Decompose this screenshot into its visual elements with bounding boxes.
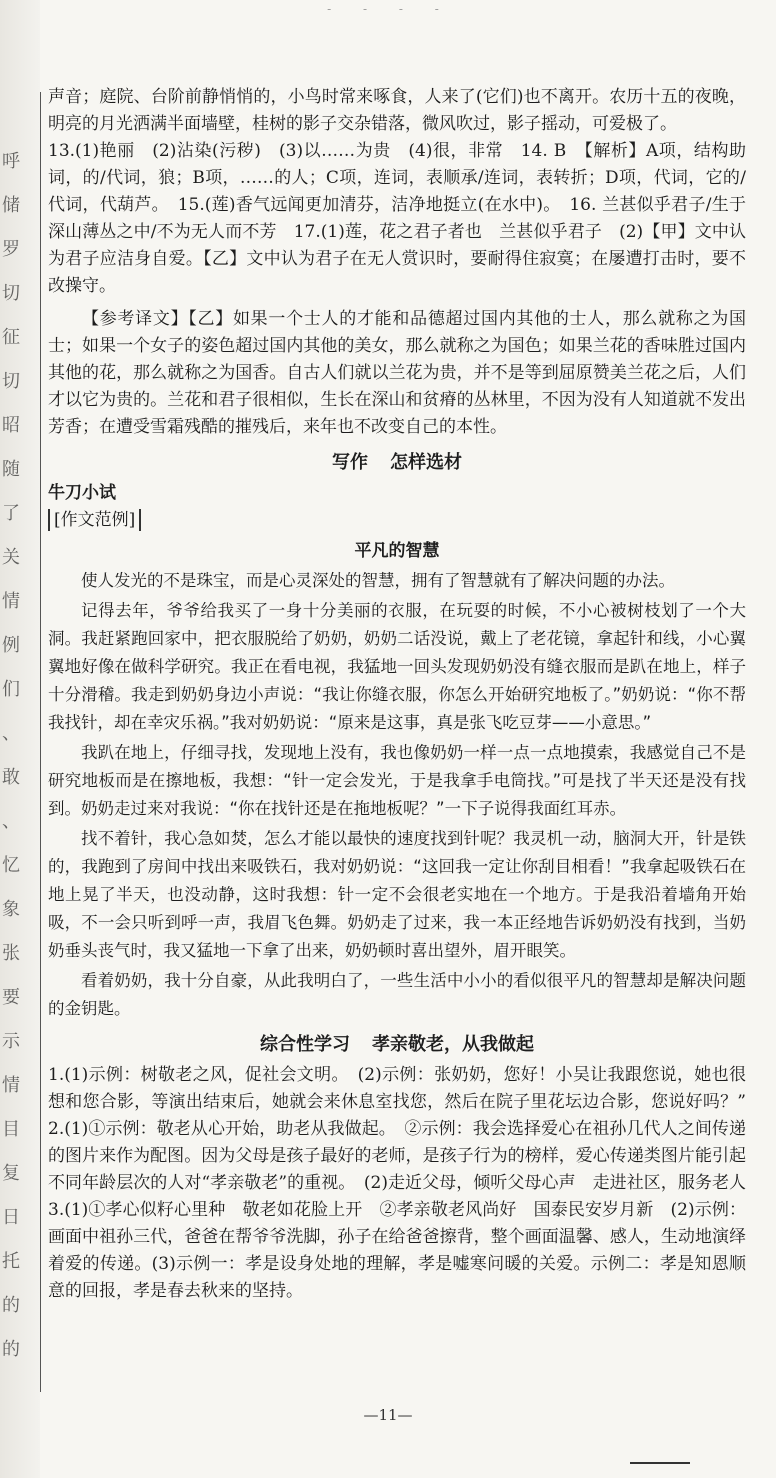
- essay-example-label: [作文范例]: [48, 507, 746, 534]
- margin-fragment-char: 罗: [2, 239, 20, 260]
- essay-paragraph: 我趴在地上，仔细寻找，发现地上没有，我也像奶奶一样一点一点地摸索，我感觉自己不是研究地板而是在擦地板，我想：“针一定会发光，于是我拿手电筒找。”可是找了半天还是没有找到。奶奶走过来对我说：“你在找针还是在拖地板呢？”一下子说得我面红耳赤。: [48, 743, 746, 818]
- margin-fragment-char: 随: [2, 459, 20, 480]
- margin-fragment-column: [2, 140, 20, 1372]
- margin-fragment-char: 敢: [2, 767, 20, 788]
- essay-paragraph: 看着奶奶，我十分自豪，从此我明白了，一些生活中小小的看似很平凡的智慧却是解决问题的金钥匙。: [48, 971, 746, 1018]
- margin-fragment-char: 关: [2, 547, 20, 568]
- writing-subhead: 牛刀小试: [48, 483, 116, 503]
- margin-fragment-char: 们: [2, 679, 20, 700]
- answer-paragraph-1: 声音；庭院、台阶前静悄悄的，小鸟时常来啄食，人来了(它们)也不离开。农历十五的夜晚，明亮的月光洒满半面墙壁，桂树的影子交杂错落，微风吹过，影子摇动，可爱极了。: [48, 87, 746, 134]
- page-content: [48, 84, 763, 1305]
- comprehensive-section-title: [48, 1031, 746, 1058]
- comprehensive-answers: 1.(1)示例：树敬老之风，促社会文明。 (2)示例：张奶奶，您好！小吴让我跟您说，她也很想和您合影，等演出结束后，她就会来休息室找您，然后在院子里花坛边合影，您说好吗？” 2.(1)①示例：敬老从心开始，助老从我做起。 ②示例：我会选择爱心在祖孙几代人之间传递的图片来作为配图。因为父母是孩子最好的老师，是孩子行为的榜样，爱心传递类图片能引起不同年龄层次的人对“孝亲敬老”的重视。 (2)走近父母，倾听父母心声 走进社区，服务老人 3.(1)①孝心似籽心里种 敬老如花脸上开 ②孝亲敬老风尚好 国泰民安岁月新 (2)示例：画面中祖孙三代，爸爸在帮爷爷洗脚，孙子在给爸爸擦背，整个画面温馨、感人，生动地演绎着爱的传递。(3)示例一：孝是设身处地的理解，孝是嘘寒问暖的关爱。示例二：孝是知恩顺意的回报，孝是春去秋来的坚持。: [48, 1065, 763, 1301]
- writing-title-a: 写作: [332, 452, 368, 473]
- comprehensive-title-b: 孝亲敬老，从我做起: [372, 1034, 534, 1055]
- margin-fragment-char: 复: [2, 1163, 20, 1184]
- margin-fragment-char: 例: [2, 635, 20, 656]
- margin-fragment-char: 昭: [2, 415, 20, 436]
- margin-fragment-char: 的: [2, 1339, 20, 1360]
- comprehensive-title-a: 综合性学习: [260, 1034, 350, 1055]
- margin-fragment-char: 储: [2, 195, 20, 216]
- margin-fragment-char: 要: [2, 987, 20, 1008]
- margin-fragment-char: 象: [2, 899, 20, 920]
- margin-fragment-char: 切: [2, 283, 20, 304]
- reference-translation: 【参考译文】【乙】如果一个士人的才能和品德超过国内其他的士人，那么就称之为国士；如果一个女子的姿色超过国内其他的美女，那么就称之为国色；如果兰花的香味胜过国内其他的花，那么就称之为国香。自古人们就以兰花为贵，并不是等到屈原赞美兰花之后，人们才以它为贵的。兰花和君子很相似，生长在深山和贫瘠的丛林里，不因为没有人知道就不发出芳香；在遭受雪霜残酷的摧残后，来年也不改变自己的本性。: [48, 309, 746, 437]
- margin-fragment-char: 张: [2, 943, 20, 964]
- answer-paragraph-2: 13.(1)艳丽 (2)沾染(污秽) (3)以……为贵 (4)很，非常 14. B 【解析】A项，结构助词，的/代词，狼；B项，……的人；C项，连词，表顺承/连词，表转折；D项，代词，它的/代词，代葫芦。 15.(莲)香气远闻更加清芬，洁净地挺立(在水中)。 16. 兰甚似乎君子/生于深山薄丛之中/不为无人而不芳 17.(1)莲，花之君子者也 兰甚似乎君子 (2)【甲】文中认为君子应洁身自爱。【乙】文中认为君子在无人赏识时，要耐得住寂寞；在屡遭打击时，要不改操守。: [48, 141, 746, 296]
- header-marks: - - - -: [327, 2, 453, 16]
- margin-fragment-char: 日: [2, 1207, 20, 1228]
- essay-paragraph: 使人发光的不是珠宝，而是心灵深处的智慧，拥有了智慧就有了解决问题的办法。: [81, 571, 675, 590]
- margin-fragment-char: 、: [2, 723, 20, 744]
- writing-title-b: 怎样选材: [390, 452, 462, 473]
- margin-fragment-char: 托: [2, 1251, 20, 1272]
- bottom-mark: [630, 1462, 690, 1464]
- essay-body: [48, 567, 746, 1023]
- margin-fragment-char: 情: [2, 1075, 20, 1096]
- margin-fragment-char: 的: [2, 1295, 20, 1316]
- margin-fragment-char: 征: [2, 327, 20, 348]
- writing-section-title: [48, 449, 746, 476]
- margin-fragment-char: 、: [2, 811, 20, 832]
- margin-fragment-char: 切: [2, 371, 20, 392]
- margin-fragment-char: 忆: [2, 855, 20, 876]
- margin-fragment-char: 目: [2, 1119, 20, 1140]
- essay-paragraph: 找不着针，我心急如焚，怎么才能以最快的速度找到针呢？我灵机一动，脑洞大开，针是铁的，我跑到了房间中找出来吸铁石，我对奶奶说：“这回我一定让你刮目相看！”我拿起吸铁石在地上晃了半天，也没动静，这时我想：针一定不会很老实地在一个地方。于是我沿着墙角开始吸，不一会只听到呼一声，我眉飞色舞。奶奶走了过来，我一本正经地告诉奶奶没有找到，当奶奶垂头丧气时，我又猛地一下拿了出来，奶奶顿时喜出望外，眉开眼笑。: [48, 829, 746, 960]
- margin-fragment-char: 了: [2, 503, 20, 524]
- essay-paragraph: 记得去年，爷爷给我买了一身十分美丽的衣服，在玩耍的时候，不小心被树枝划了一个大洞。我赶紧跑回家中，把衣服脱给了奶奶，奶奶二话没说，戴上了老花镜，拿起针和线，小心翼翼地好像在做科学研究。我正在看电视，我猛地一回头发现奶奶没有缝衣服而是趴在地上，样子十分滑稽。我走到奶奶身边小声说：“我让你缝衣服，你怎么开始研究地板了。”奶奶说：“你不帮我找针，却在幸灾乐祸。”我对奶奶说：“原来是这事，真是张飞吃豆芽——小意思。”: [48, 601, 746, 732]
- margin-fragment-char: 情: [2, 591, 20, 612]
- essay-title: 平凡的智慧: [354, 541, 440, 561]
- margin-divider-line: [40, 92, 41, 1392]
- margin-fragment-char: 示: [2, 1031, 20, 1052]
- page-number: —11—: [363, 1406, 413, 1424]
- margin-fragment-char: 呼: [2, 151, 20, 172]
